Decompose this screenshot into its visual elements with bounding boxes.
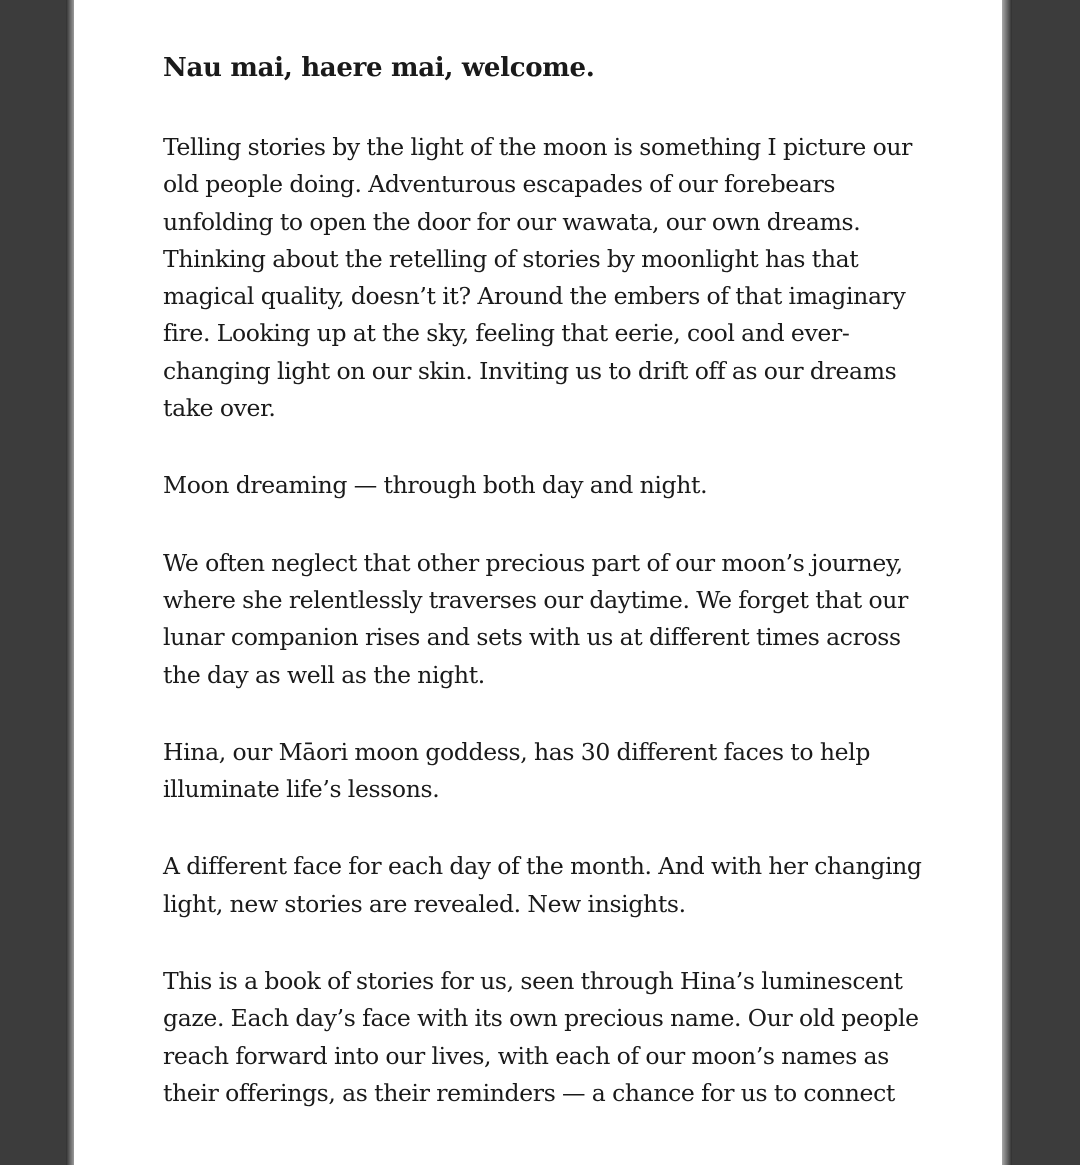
- page-edge-left: [66, 0, 74, 1165]
- chapter-heading: Nau mai, haere mai, welcome.: [163, 53, 595, 83]
- paragraph: This is a book of stories for us, seen through Hina’s luminescent gaze. Each day’s face with its own precious name. Our old people reach forward into our lives, with each of our moon’s names as their offerings, as their reminders — a chance for us to connect: [163, 967, 919, 1107]
- paragraph: We often neglect that other precious part of our moon’s journey, where she relentlessly traverses our daytime. We forget that our lunar companion rises and sets with us at different times across the day as well as the night.: [163, 548, 908, 689]
- paragraph: Hina, our Māori moon goddess, has 30 different faces to help illuminate life’s lessons.: [163, 737, 871, 804]
- paragraph: Moon dreaming — through both day and night.: [163, 471, 708, 500]
- book-page[interactable]: [74, 0, 1002, 1165]
- paragraph: Telling stories by the light of the moon is something I picture our old people doing. Adventurous escapades of our forebears unfolding to open the door for our wawata, our own dreams. Thinking about the retelling of stories by moonlight has that magical quality, doesn’t it? Around the embers of that imaginary fire. Looking up at the sky, feeling that eerie, cool and ever-changing light on our skin. Inviting us to drift off as our dreams take over.: [163, 133, 913, 423]
- paragraph: A different face for each day of the month. And with her changing light, new stories are revealed. New insights.: [163, 852, 922, 918]
- page-content: [163, 46, 923, 1152]
- page-edge-right: [1002, 0, 1012, 1165]
